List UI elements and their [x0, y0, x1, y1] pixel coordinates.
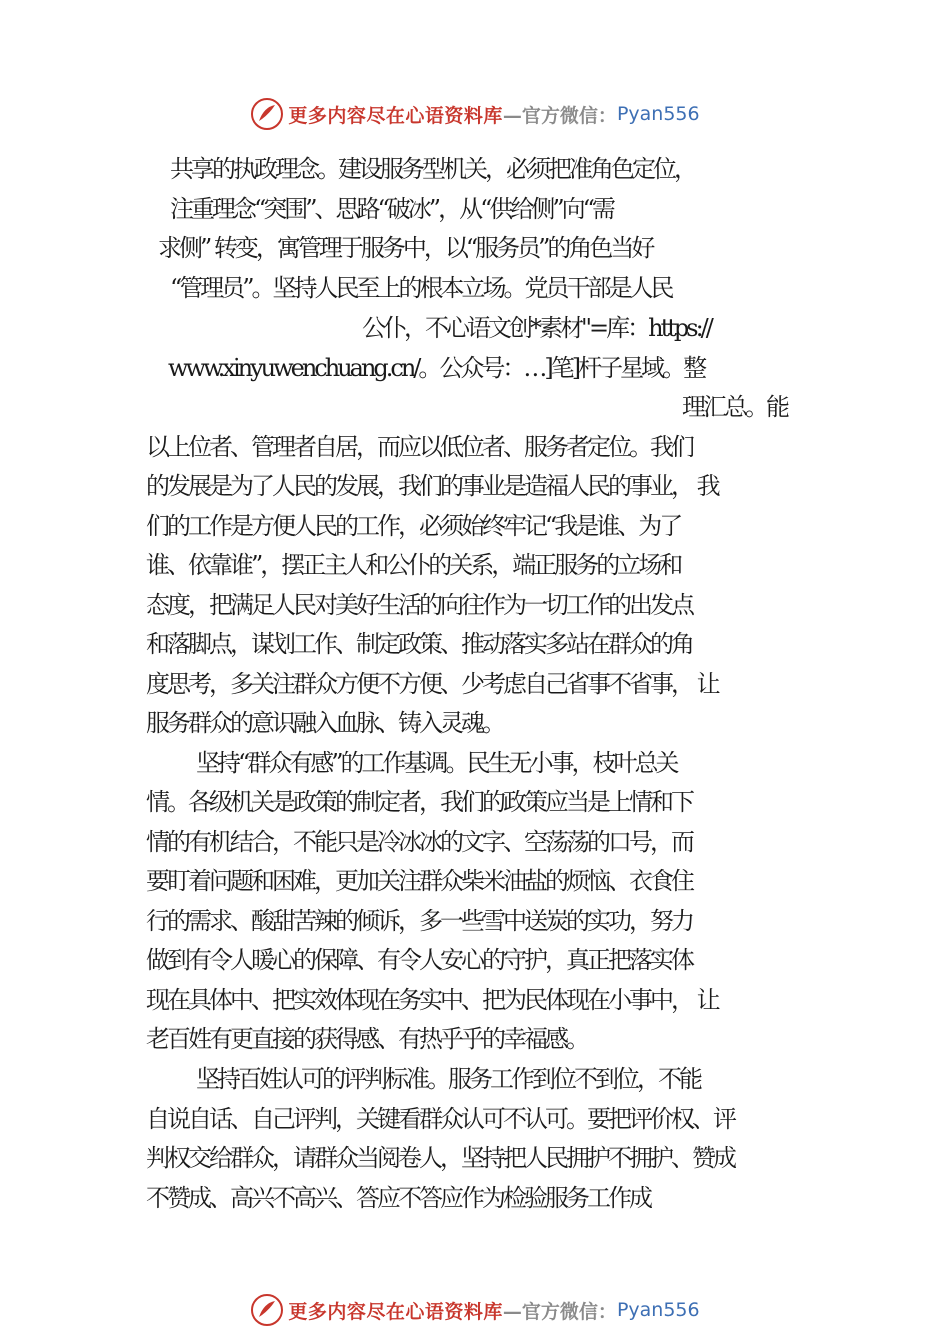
- banner-title: 更多内容尽在心语资料库: [288, 104, 503, 127]
- banner-separator: —官方微信：: [502, 1300, 617, 1323]
- logo-icon: [250, 97, 284, 131]
- logo-icon: [250, 1293, 284, 1327]
- text-line: 不赞成、高兴不高兴、答应不答应作为检验服务工作成: [146, 1184, 650, 1212]
- text-line: 要盯着问题和困难，更加关注群众柴米油盐的烦恼、衣食住: [146, 867, 692, 895]
- text-line: 的发展是为了人民的发展，我们的事业是造福人民的事业， 我: [146, 472, 718, 500]
- text-line: 谁、依靠谁”，摆正主人和公仆的关系，端正服务的立场和: [146, 551, 681, 579]
- text-line: 服务群众的意识融入血脉、铸入灵魂。: [146, 709, 503, 737]
- text-line: www.xinyuwenchuang.cn/。公众号：…]笔]杆子星域。整: [168, 354, 705, 382]
- text-line: 度思考，多关注群众方便不方便、少考虑自己省事不省事， 让: [146, 670, 718, 698]
- text-line: 情的有机结合，不能只是冷冰冰的文字、空荡荡的口号，而: [146, 828, 692, 856]
- text-line: 坚持百姓认可的评判标准。服务工作到位不到位，不能: [196, 1065, 700, 1093]
- text-line: 态度，把满足人民对美好生活的向往作为一切工作的出发点: [146, 591, 692, 619]
- banner-wechat-id: Pyan556: [616, 103, 700, 125]
- text-line: 老百姓有更直接的获得感、有热乎乎的幸福感。: [146, 1025, 587, 1053]
- text-line: 们的工作是方便人民的工作，必须始终牢记“我是谁、为了: [146, 512, 681, 540]
- text-line: 做到有令人暖心的保障、有令人安心的守护，真正把落实体: [146, 946, 692, 974]
- footer-banner: [0, 1290, 950, 1330]
- text-line: 情。各级机关是政策的制定者，我们的政策应当是上情和下: [146, 788, 692, 816]
- banner-title: 更多内容尽在心语资料库: [288, 1300, 503, 1323]
- text-line: 公仆，不心语文创*素材"=库：https://: [362, 314, 711, 342]
- text-line: 注重理念“突围”、思路“破冰”，从“供给侧”向“需: [170, 195, 613, 223]
- header-banner: [0, 94, 950, 134]
- text-line: 共享的执政理念。建设服务型机关，必须把准角色定位，: [170, 155, 695, 183]
- text-line: 自说自话、自己评判，关键看群众认可不认可。要把评价权、评: [146, 1105, 734, 1133]
- text-line: 判权交给群众，请群众当阅卷人，坚持把人民拥护不拥护、赞成: [146, 1144, 734, 1172]
- text-line: 行的需求、酸甜苦辣的倾诉，多一些雪中送炭的实功，努力: [146, 907, 692, 935]
- text-line: 以上位者、管理者自居，而应以低位者、服务者定位。我们: [146, 433, 692, 461]
- text-line: 坚持“群众有感”的工作基调。民生无小事，枝叶总关: [196, 749, 677, 777]
- text-line: 和落脚点，谋划工作、制定政策、推动落实多站在群众的角: [146, 630, 692, 658]
- banner-separator: —官方微信：: [502, 104, 617, 127]
- text-line: 现在具体中、把实效体现在务实中、把为民体现在小事中， 让: [146, 986, 718, 1014]
- text-line: 求侧” 转变，寓管理于服务中，以“服务员”的角色当好: [158, 234, 653, 262]
- text-line: “管理员”。坚持人民至上的根本立场。党员干部是人民: [170, 274, 672, 302]
- banner-wechat-id: Pyan556: [616, 1299, 700, 1321]
- text-line: 理汇总。能: [682, 393, 787, 421]
